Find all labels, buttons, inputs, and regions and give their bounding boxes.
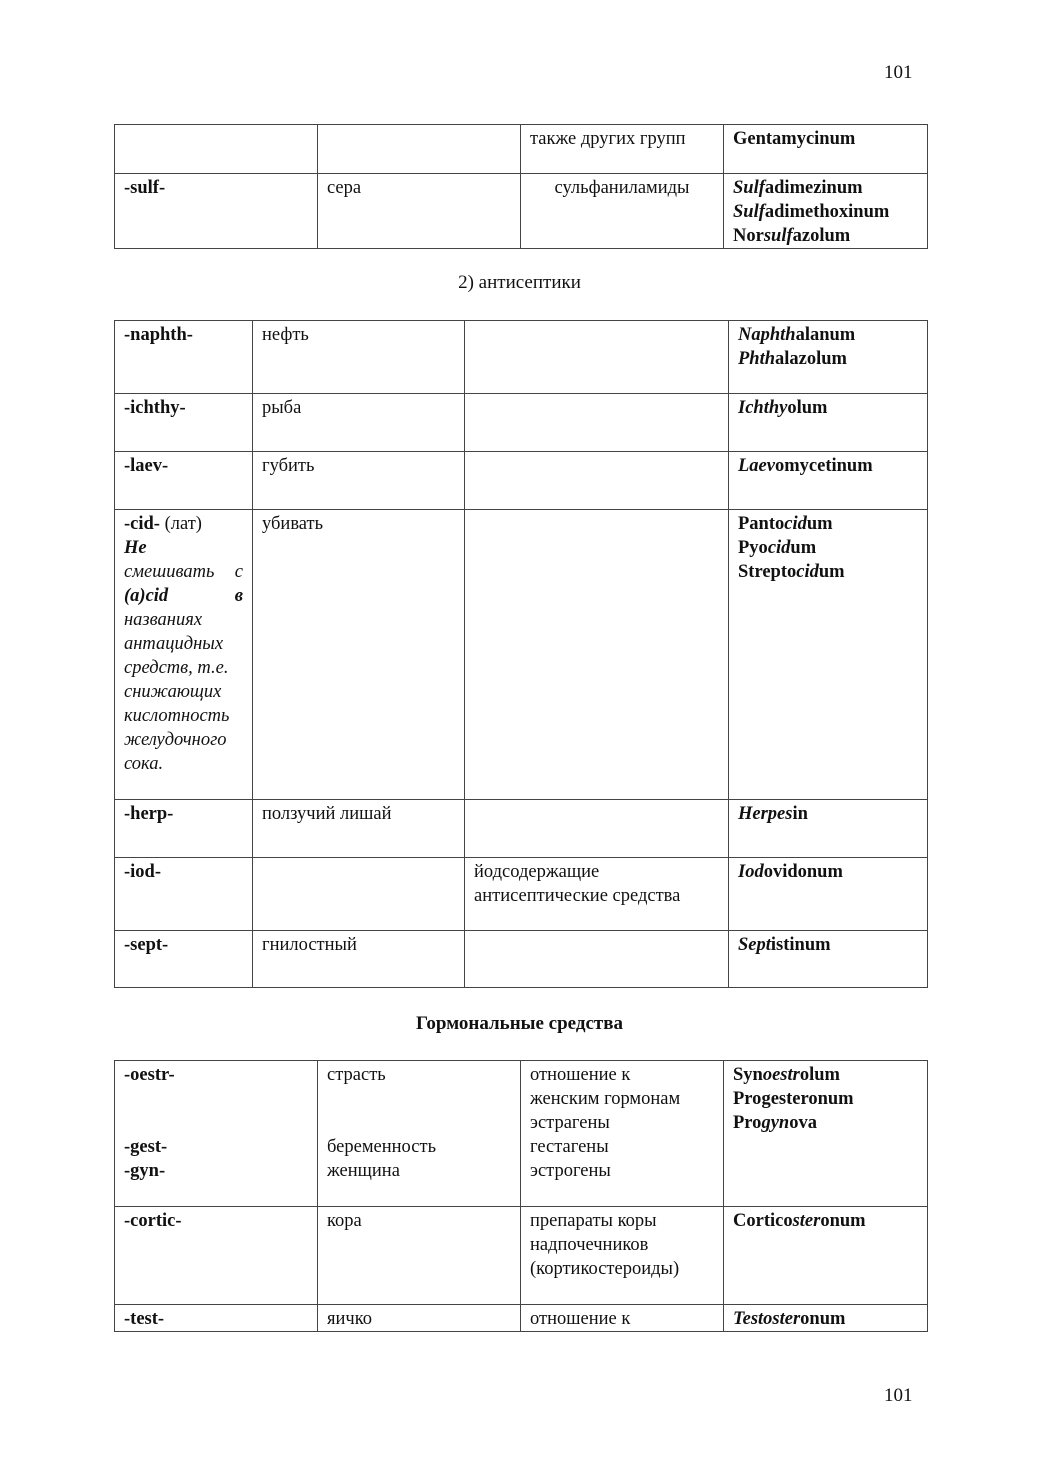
group-cell: препараты коры надпочечников (кортикостероиды) <box>521 1207 724 1305</box>
drug-name-segment: alazolum <box>775 349 847 369</box>
root-cell: -sept- <box>115 931 253 988</box>
root-cell: -cortic- <box>115 1207 318 1305</box>
drug-name <box>733 1111 918 1135</box>
drug-name <box>738 536 918 560</box>
drug-name-segment: omycetinum <box>774 456 873 476</box>
meaning-cell: страсть беременность женщина <box>318 1061 521 1207</box>
drug-name-root-segment: ster <box>792 1211 821 1231</box>
examples-cell <box>729 452 928 510</box>
note-line: смешивать с <box>124 562 243 582</box>
drug-name-segment: olum <box>799 1065 840 1085</box>
drug-name-segment: um <box>806 514 833 534</box>
drug-name-root-segment: Laev <box>738 456 775 476</box>
examples-cell <box>729 394 928 452</box>
drug-name-segment: alanum <box>795 325 856 345</box>
table-row <box>115 1061 928 1207</box>
group-cell: сульфаниламиды <box>521 174 724 249</box>
group-cell: отношение к <box>521 1305 724 1332</box>
drug-name-root-segment: cid <box>767 538 791 558</box>
drug-name-segment: Pro <box>733 1089 762 1109</box>
drug-name-segment: ovidonum <box>763 862 843 882</box>
section-heading-antiseptics: 2) антисептики <box>458 272 581 293</box>
drug-name-root-segment: cid <box>796 562 819 582</box>
root-cell: -naphth- <box>115 321 253 394</box>
root-cell <box>115 125 318 174</box>
drug-name-root-segment: oestr <box>762 1065 800 1085</box>
note-line: (a)cid в <box>124 586 243 606</box>
drug-name-segment: adimethoxinum <box>764 202 890 222</box>
drug-name <box>733 1209 918 1233</box>
note-line: снижающих <box>124 682 222 702</box>
group-cell <box>465 931 729 988</box>
table-antibiotics-continued <box>114 124 928 249</box>
meaning-cell: рыба <box>253 394 465 452</box>
drug-name-root-segment: Sept <box>738 935 771 955</box>
drug-name <box>738 560 918 584</box>
table-row <box>115 321 928 394</box>
meaning-cell: гнилостный <box>253 931 465 988</box>
drug-name <box>733 1063 918 1087</box>
drug-name <box>738 933 918 957</box>
group-cell: йодсодержащие антисептические средства <box>465 858 729 931</box>
root-cell: -ichthy- <box>115 394 253 452</box>
root-cell: -sulf- <box>115 174 318 249</box>
note-line: желудочного <box>124 730 227 750</box>
examples-cell <box>729 510 928 800</box>
drug-name <box>738 323 918 347</box>
note-line: антацидных <box>124 634 224 654</box>
drug-name-segment: Pyo <box>738 538 768 558</box>
drug-name-segment: Nor <box>733 226 764 246</box>
drug-name-segment: gest <box>761 1089 793 1109</box>
drug-name-segment: Panto <box>738 514 785 534</box>
drug-name-segment: Gentamycinum <box>733 129 856 149</box>
drug-name-root-segment: Iod <box>738 862 764 882</box>
drug-name <box>738 512 918 536</box>
examples-cell <box>729 800 928 858</box>
examples-cell <box>724 1207 928 1305</box>
drug-name <box>733 1087 918 1111</box>
drug-name-segment: onum <box>800 1309 846 1329</box>
group-cell: также других групп <box>521 125 724 174</box>
drug-name-root-segment: cid <box>784 514 807 534</box>
examples-cell <box>729 931 928 988</box>
drug-name-segment: adimezinum <box>764 178 863 198</box>
group-cell <box>465 394 729 452</box>
table-row <box>115 174 928 249</box>
group-cell <box>465 800 729 858</box>
root-cell: -laev- <box>115 452 253 510</box>
page-number-bottom: 101 <box>884 1385 913 1406</box>
examples-cell <box>724 125 928 174</box>
drug-name-segment: olum <box>787 398 828 418</box>
table-row <box>115 1305 928 1332</box>
drug-name-segment: in <box>792 804 808 824</box>
drug-name <box>733 1307 918 1331</box>
drug-name <box>738 802 918 826</box>
meaning-cell: губить <box>253 452 465 510</box>
table-row <box>115 931 928 988</box>
examples-cell <box>724 1305 928 1332</box>
group-cell: отношение к женским гормонам эстрагены гестагены эстрогены <box>521 1061 724 1207</box>
meaning-cell: убивать <box>253 510 465 800</box>
table-hormones <box>114 1060 928 1332</box>
examples-cell <box>729 321 928 394</box>
drug-name <box>738 860 918 884</box>
drug-name <box>733 176 918 200</box>
note-line: кислотность <box>124 706 230 726</box>
drug-name-root-segment: Ichthy <box>738 398 788 418</box>
meaning-cell: сера <box>318 174 521 249</box>
drug-name-root-segment: Sulf <box>733 178 765 198</box>
group-cell <box>465 321 729 394</box>
drug-name-segment: Cortico <box>733 1211 793 1231</box>
drug-name-segment: eronum <box>792 1089 854 1109</box>
examples-cell <box>724 174 928 249</box>
drug-name-root-segment: Test <box>733 1309 764 1329</box>
root-language: (лат) <box>159 514 202 534</box>
note-line: сока. <box>124 754 164 774</box>
drug-name <box>738 454 918 478</box>
root-cell: -iod- <box>115 858 253 931</box>
note-line: названиях <box>124 610 203 630</box>
root-label: -cid- <box>124 514 160 534</box>
drug-name-segment: um <box>818 562 845 582</box>
meaning-cell: нефть <box>253 321 465 394</box>
drug-name-root-segment: oster <box>763 1309 801 1329</box>
group-cell <box>465 510 729 800</box>
note-line: средств, т.е. <box>124 658 229 678</box>
meaning-cell: ползучий лишай <box>253 800 465 858</box>
root-cell: -oestr- -gest- -gyn- <box>115 1061 318 1207</box>
examples-cell <box>724 1061 928 1207</box>
drug-name-segment: istinum <box>770 935 831 955</box>
drug-name-root-segment: sulf <box>763 226 793 246</box>
table-row <box>115 125 928 174</box>
usage-note <box>124 560 243 776</box>
table-row <box>115 1207 928 1305</box>
drug-name-segment: Strepto <box>738 562 797 582</box>
drug-name-root-segment: Naphth <box>738 325 796 345</box>
table-row <box>115 452 928 510</box>
section-heading-hormones: Гормональные средства <box>416 1013 623 1034</box>
drug-name-root-segment: Phth <box>738 349 776 369</box>
drug-name-segment: azolum <box>792 226 851 246</box>
drug-name <box>733 224 918 248</box>
group-cell <box>465 452 729 510</box>
table-row <box>115 800 928 858</box>
drug-name-segment: onum <box>820 1211 866 1231</box>
drug-name-root-segment: Herpes <box>738 804 793 824</box>
meaning-cell: кора <box>318 1207 521 1305</box>
table-antiseptics <box>114 320 928 988</box>
drug-name-segment: um <box>790 538 817 558</box>
examples-cell <box>729 858 928 931</box>
drug-name <box>738 396 918 420</box>
table-row <box>115 394 928 452</box>
drug-name-segment: ova <box>789 1113 817 1133</box>
drug-name-root-segment: gyn <box>761 1113 790 1133</box>
meaning-cell <box>318 125 521 174</box>
root-cell-cid <box>115 510 253 800</box>
page-number-top: 101 <box>884 62 913 83</box>
drug-name-root-segment: Sulf <box>733 202 765 222</box>
drug-name-segment: Pro <box>733 1113 762 1133</box>
root-cell: -herp- <box>115 800 253 858</box>
meaning-cell: яичко <box>318 1305 521 1332</box>
table-row <box>115 858 928 931</box>
note-heading: Не <box>124 538 147 558</box>
drug-name <box>733 200 918 224</box>
meaning-cell <box>253 858 465 931</box>
root-cell: -test- <box>115 1305 318 1332</box>
drug-name-segment: Syn <box>733 1065 763 1085</box>
drug-name <box>738 347 918 371</box>
drug-name <box>733 127 918 151</box>
table-row <box>115 510 928 800</box>
